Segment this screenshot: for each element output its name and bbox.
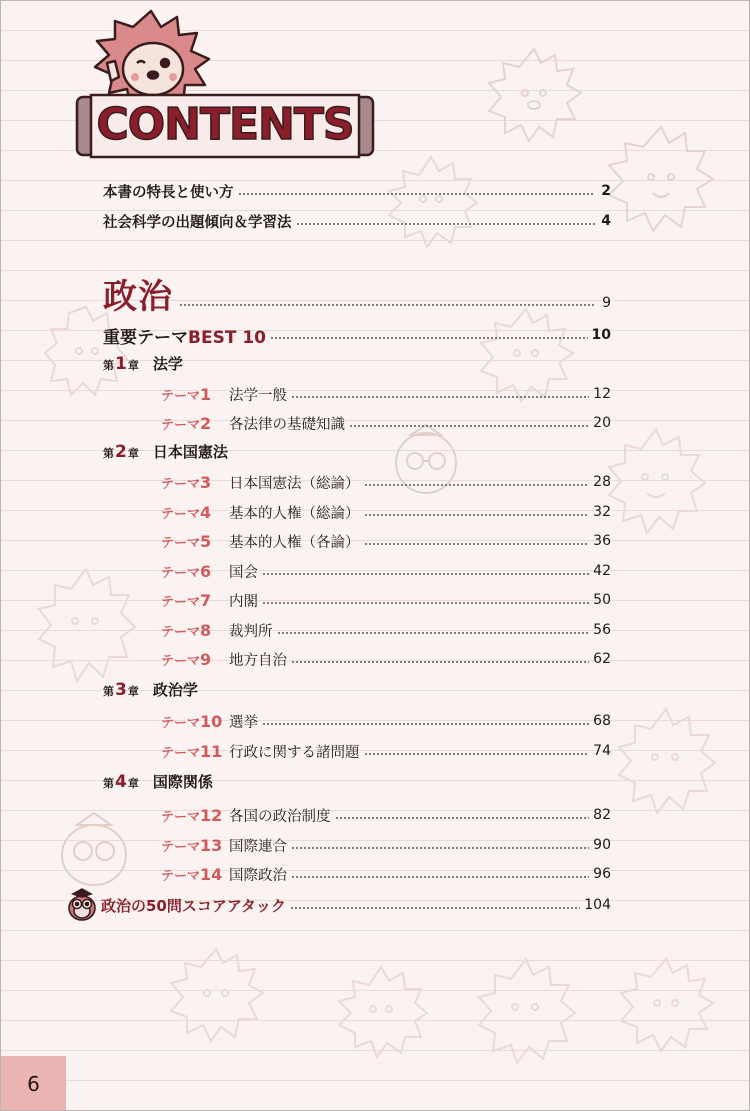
theme-entry[interactable]: [161, 382, 611, 406]
score-attack-label: 政治の50問スコアアタック: [101, 896, 286, 915]
theme-tag: [161, 865, 229, 884]
theme-number: 1: [200, 384, 212, 404]
theme-title: 国会: [229, 564, 258, 581]
hedgehog-doodle-icon: [161, 941, 271, 1051]
toc-entry-score-attack[interactable]: [65, 893, 611, 917]
theme-page: 36: [593, 533, 611, 549]
theme-entry[interactable]: [161, 803, 611, 827]
theme-number: 14: [200, 864, 223, 884]
hedgehog-doodle-icon: [471, 951, 581, 1071]
theme-tag-label: テーマ: [161, 565, 201, 581]
theme-number: 3: [200, 472, 212, 492]
contents-header: [61, 7, 391, 172]
theme-tag: [161, 414, 229, 433]
theme-title: 地方自治: [229, 652, 287, 669]
toc-entry-features[interactable]: [103, 179, 611, 203]
theme-tag-label: テーマ: [161, 476, 201, 492]
chapter-suffix: 章: [127, 777, 139, 790]
hedgehog-doodle-icon: [31, 561, 141, 691]
chapter-name: 政治学: [152, 681, 198, 699]
toc-entry-best10[interactable]: [103, 323, 611, 347]
theme-tag-label: テーマ: [161, 624, 201, 640]
leader-dots: [291, 876, 589, 878]
chapter-number: 2: [115, 442, 127, 462]
theme-title: 法学一般: [229, 387, 287, 404]
theme-page: 68: [593, 713, 611, 729]
theme-tag: [161, 806, 229, 825]
theme-entry[interactable]: [161, 470, 611, 494]
theme-number: 10: [200, 711, 223, 731]
theme-tag-label: テーマ: [161, 535, 201, 551]
best-label-accent: BEST 10: [188, 327, 266, 348]
section-politics[interactable]: [103, 271, 611, 315]
theme-number: 7: [200, 590, 212, 610]
theme-tag-label: テーマ: [161, 745, 201, 761]
theme-page: 12: [593, 386, 611, 402]
theme-number: 4: [200, 502, 212, 522]
theme-entry[interactable]: [161, 588, 611, 612]
chapter-number: 1: [115, 354, 127, 374]
leader-dots: [277, 632, 590, 634]
chapter-name: 日本国憲法: [152, 443, 228, 461]
theme-entry[interactable]: [161, 647, 611, 671]
theme-title: 行政に関する諸問題: [229, 744, 360, 761]
theme-page: 82: [593, 807, 611, 823]
contents-title: CONTENTS: [96, 99, 354, 150]
owl-doodle-icon: [49, 811, 139, 891]
chapter-prefix: 第: [103, 777, 114, 790]
theme-page: 96: [593, 866, 611, 882]
theme-entry[interactable]: [161, 529, 611, 553]
chapter-prefix: 第: [103, 359, 114, 372]
toc-entry-trends[interactable]: [103, 209, 611, 233]
theme-page: 28: [593, 474, 611, 490]
theme-tag: [161, 562, 229, 581]
leader-dots: [364, 543, 590, 545]
chapter-2[interactable]: [103, 441, 228, 465]
chapter-suffix: 章: [127, 447, 139, 460]
chapter-suffix: 章: [127, 685, 139, 698]
chapter-suffix: 章: [127, 359, 139, 372]
theme-title: 日本国憲法（総論）: [229, 475, 360, 492]
hedgehog-doodle-icon: [601, 121, 721, 241]
theme-number: 13: [200, 835, 223, 855]
theme-number: 5: [200, 531, 212, 551]
hedgehog-doodle-icon: [331, 961, 431, 1061]
leader-dots: [238, 193, 596, 195]
leader-dots: [364, 484, 590, 486]
toc-entry-label: 本書の特長と使い方: [103, 184, 234, 201]
theme-page: 56: [593, 622, 611, 638]
theme-title: 内閣: [229, 593, 258, 610]
leader-dots: [290, 907, 580, 909]
chapter-number: 3: [115, 680, 127, 700]
theme-tag-label: テーマ: [161, 388, 201, 404]
theme-tag-label: テーマ: [161, 715, 201, 731]
leader-dots: [262, 723, 589, 725]
theme-title: 選挙: [229, 714, 258, 731]
theme-tag: [161, 591, 229, 610]
page-number: 6: [27, 1072, 40, 1096]
hedgehog-doodle-icon: [611, 701, 721, 821]
chapter-number: 4: [115, 772, 127, 792]
theme-tag-label: テーマ: [161, 839, 201, 855]
theme-tag: [161, 473, 229, 492]
section-title: 政治: [103, 276, 173, 317]
hedgehog-doodle-icon: [611, 951, 721, 1061]
chapter-prefix: 第: [103, 447, 114, 460]
score-attack-page: 104: [584, 897, 611, 913]
theme-tag: [161, 621, 229, 640]
theme-title: 基本的人権（総論）: [229, 505, 360, 522]
page-number-tab: [1, 1056, 66, 1111]
leader-dots: [364, 753, 590, 755]
toc-entry-label: 社会科学の出題傾向＆学習法: [103, 214, 292, 231]
theme-tag-label: テーマ: [161, 506, 201, 522]
leader-dots: [179, 304, 596, 306]
leader-dots: [349, 425, 589, 427]
leader-dots: [364, 514, 590, 516]
chapter-3[interactable]: [103, 679, 198, 703]
theme-number: 2: [200, 413, 212, 433]
theme-title: 基本的人権（各論）: [229, 534, 360, 551]
chapter-4[interactable]: [103, 771, 213, 795]
leader-dots: [262, 573, 589, 575]
theme-page: 74: [593, 743, 611, 759]
theme-tag: [161, 712, 229, 731]
best-label: [103, 323, 266, 348]
owl-icon: [65, 888, 99, 922]
theme-entry[interactable]: [161, 862, 611, 886]
theme-tag-label: テーマ: [161, 653, 201, 669]
theme-entry[interactable]: [161, 559, 611, 583]
leader-dots: [291, 847, 589, 849]
theme-tag-label: テーマ: [161, 809, 201, 825]
theme-tag: [161, 503, 229, 522]
theme-page: 32: [593, 504, 611, 520]
theme-title: 各国の政治制度: [229, 808, 331, 825]
theme-title: 国際政治: [229, 867, 287, 884]
theme-title: 各法律の基礎知識: [229, 416, 345, 433]
theme-number: 9: [200, 649, 212, 669]
theme-tag: [161, 532, 229, 551]
theme-page: 50: [593, 592, 611, 608]
toc-entry-page: 4: [601, 213, 611, 229]
theme-number: 8: [200, 620, 212, 640]
chapter-name: 法学: [152, 355, 183, 373]
theme-tag: [161, 836, 229, 855]
theme-tag: [161, 742, 229, 761]
toc-entry-page: 2: [601, 183, 611, 199]
leader-dots: [335, 817, 590, 819]
theme-page: 42: [593, 563, 611, 579]
theme-page: 90: [593, 837, 611, 853]
theme-entry[interactable]: [161, 411, 611, 435]
section-page: 9: [602, 295, 611, 311]
theme-page: 62: [593, 651, 611, 667]
leader-dots: [291, 661, 589, 663]
theme-title: 国際連合: [229, 838, 287, 855]
leader-dots: [270, 337, 588, 339]
theme-tag-label: テーマ: [161, 594, 201, 610]
theme-page: 20: [593, 415, 611, 431]
chapter-prefix: 第: [103, 685, 114, 698]
theme-tag: [161, 385, 229, 404]
theme-tag-label: テーマ: [161, 417, 201, 433]
leader-dots: [291, 396, 589, 398]
theme-tag-label: テーマ: [161, 868, 201, 884]
theme-entry[interactable]: [161, 709, 611, 733]
theme-entry[interactable]: [161, 833, 611, 857]
theme-entry[interactable]: [161, 739, 611, 763]
theme-entry[interactable]: [161, 618, 611, 642]
theme-tag: [161, 650, 229, 669]
theme-number: 12: [200, 805, 223, 825]
chapter-1[interactable]: [103, 353, 183, 377]
leader-dots: [296, 223, 596, 225]
leader-dots: [262, 602, 589, 604]
theme-number: 6: [200, 561, 212, 581]
hedgehog-doodle-icon: [479, 41, 589, 151]
best-label-prefix: 重要テーマ: [103, 327, 188, 348]
chapter-name: 国際関係: [152, 773, 213, 791]
hedgehog-doodle-icon: [601, 421, 711, 541]
toc-entry-page: 10: [591, 327, 611, 343]
theme-number: 11: [200, 741, 223, 761]
theme-title: 裁判所: [229, 623, 273, 640]
theme-entry[interactable]: [161, 500, 611, 524]
